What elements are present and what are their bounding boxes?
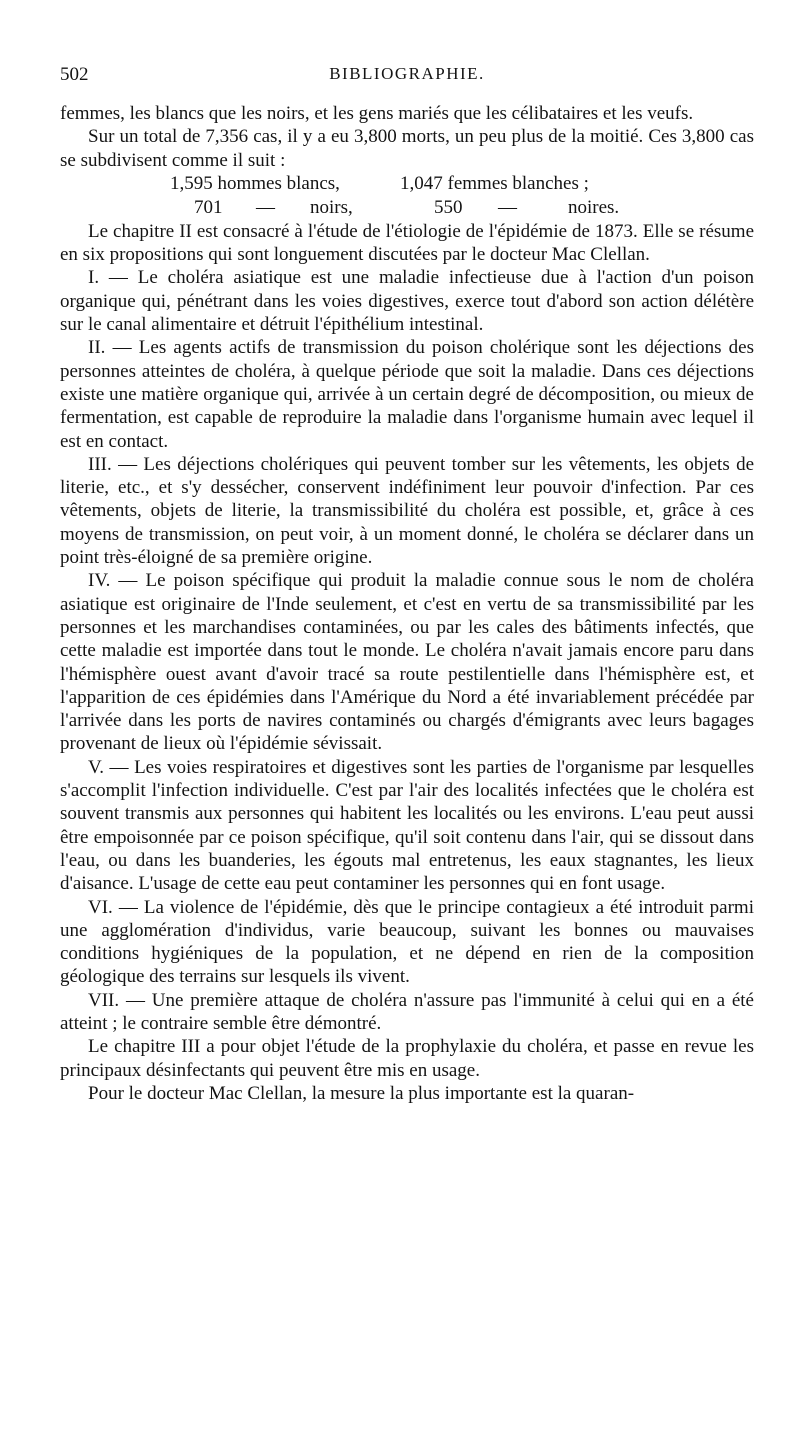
stat-white-women: 1,047 femmes blanches ;	[400, 172, 589, 194]
proposition-3: III. — Les déjections cholériques qui peuvent tomber sur les vêtements, les objets de literie, etc., et s'y dessécher, conservent indéfiniment leur pouvoir d'infection. Par ces vêtements, objets de literie, la transmissibilité du choléra est possible, et, grâce à ces moyens de transmission, on peut voir, à un moment donné, le choléra se déclarer dans un point très-éloigné de sa première origine.	[60, 453, 754, 569]
stat-white-men: 1,595 hommes blancs,	[170, 172, 340, 194]
ditto-dash: —	[498, 196, 517, 218]
paragraph-quarantine: Pour le docteur Mac Clellan, la mesure la plus importante est la quaran-	[88, 1082, 635, 1104]
running-head	[60, 62, 754, 92]
paragraph-continuation: femmes, les blancs que les noirs, et les gens mariés que les célibataires et les veufs.	[60, 103, 694, 124]
ditto-dash: —	[256, 196, 275, 218]
paragraph-chapter-3: Le chapitre III a pour objet l'étude de la prophylaxie du choléra, et passe en revue les principaux désinfectants qui peuvent être mis en usage.	[60, 1036, 754, 1081]
stat-black-men-label: noirs,	[310, 196, 353, 218]
proposition-4: IV. — Le poison spécifique qui produit la maladie connue sous le nom de choléra asiatique est originaire de l'Inde seulement, et c'est en vertu de sa transmissibilité par les personnes et les marchandises contaminées, ou par les cales des bâtiments infectés, que cette maladie est importée dans tout le monde. Le choléra n'avait jamais encore paru dans l'hémisphère ouest avant d'avoir tracé sa route pestilentielle dans l'hémisphère est, et l'apparition de ces épidémies dans l'Amérique du Nord a été invariablement précédée par l'arrivée dans les ports de navires contaminés ou chargés d'émigrants avec leurs bagages provenant de lieux où l'épidémie sévissait.	[60, 570, 754, 755]
proposition-7: VII. — Une première attaque de choléra n'assure pas l'immunité à celui qui en a été atteint ; le contraire semble être démontré.	[60, 989, 754, 1034]
proposition-2: II. — Les agents actifs de transmission du poison cholérique sont les déjections des personnes atteintes de choléra, à quelque période que soit la maladie. Dans ces déjections existe une matière organique qui, arrivée à un certain degré de décomposition, ou mieux de fermentation, est capable de reproduire la maladie dans l'organisme humain avec lequel il est en contact.	[60, 337, 754, 452]
proposition-1: I. — Le choléra asiatique est une maladie infectieuse due à l'action d'un poison organique qui, pénétrant dans les voies digestives, exerce tout d'abord son action délétère sur le canal alimentaire et détruit l'épithélium intestinal.	[60, 267, 754, 336]
stat-black-women-count: 550	[434, 196, 463, 218]
stat-black-men-count: 701	[194, 196, 223, 218]
stats-row-whites	[60, 172, 754, 196]
stat-black-women-label: noires.	[568, 196, 620, 218]
stats-row-blacks	[60, 196, 754, 220]
proposition-6: VI. — La violence de l'épidémie, dès que le principe contagieux a été introduit parmi une agglomération d'individus, varie beaucoup, suivant les bonnes ou mauvaises conditions hygiéniques de la population, et ne dépend en rien de la composition géologique des terrains sur lesquels ils vivent.	[60, 896, 754, 988]
running-title: BIBLIOGRAPHIE.	[329, 64, 485, 83]
paragraph-chapter-2: Le chapitre II est consacré à l'étude de l'étiologie de l'épidémie de 1873. Elle se résume en six propositions qui sont longuement discutées par le docteur Mac Clellan.	[60, 220, 754, 266]
paragraph-totals: Sur un total de 7,356 cas, il y a eu 3,800 morts, un peu plus de la moitié. Ces 3,800 cas se subdivisent comme il suit :	[60, 126, 754, 171]
page-body	[60, 102, 754, 1105]
page-number: 502	[60, 64, 89, 85]
proposition-5: V. — Les voies respiratoires et digestives sont les parties de l'organisme par lesquelles s'accomplit l'infection individuelle. C'est par l'air des localités infectées que le choléra est souvent transmis aux personnes qui habitent les localités ou les environs. L'eau peut aussi être empoisonnée par ce poison spécifique, qu'il soit contenu dans l'air, qui se dissout dans l'eau, ou dans les buanderies, les égouts mal entretenus, les eaux stagnantes, les lieux d'aisance. L'usage de cette eau peut contaminer les personnes qui en font usage.	[60, 756, 754, 895]
